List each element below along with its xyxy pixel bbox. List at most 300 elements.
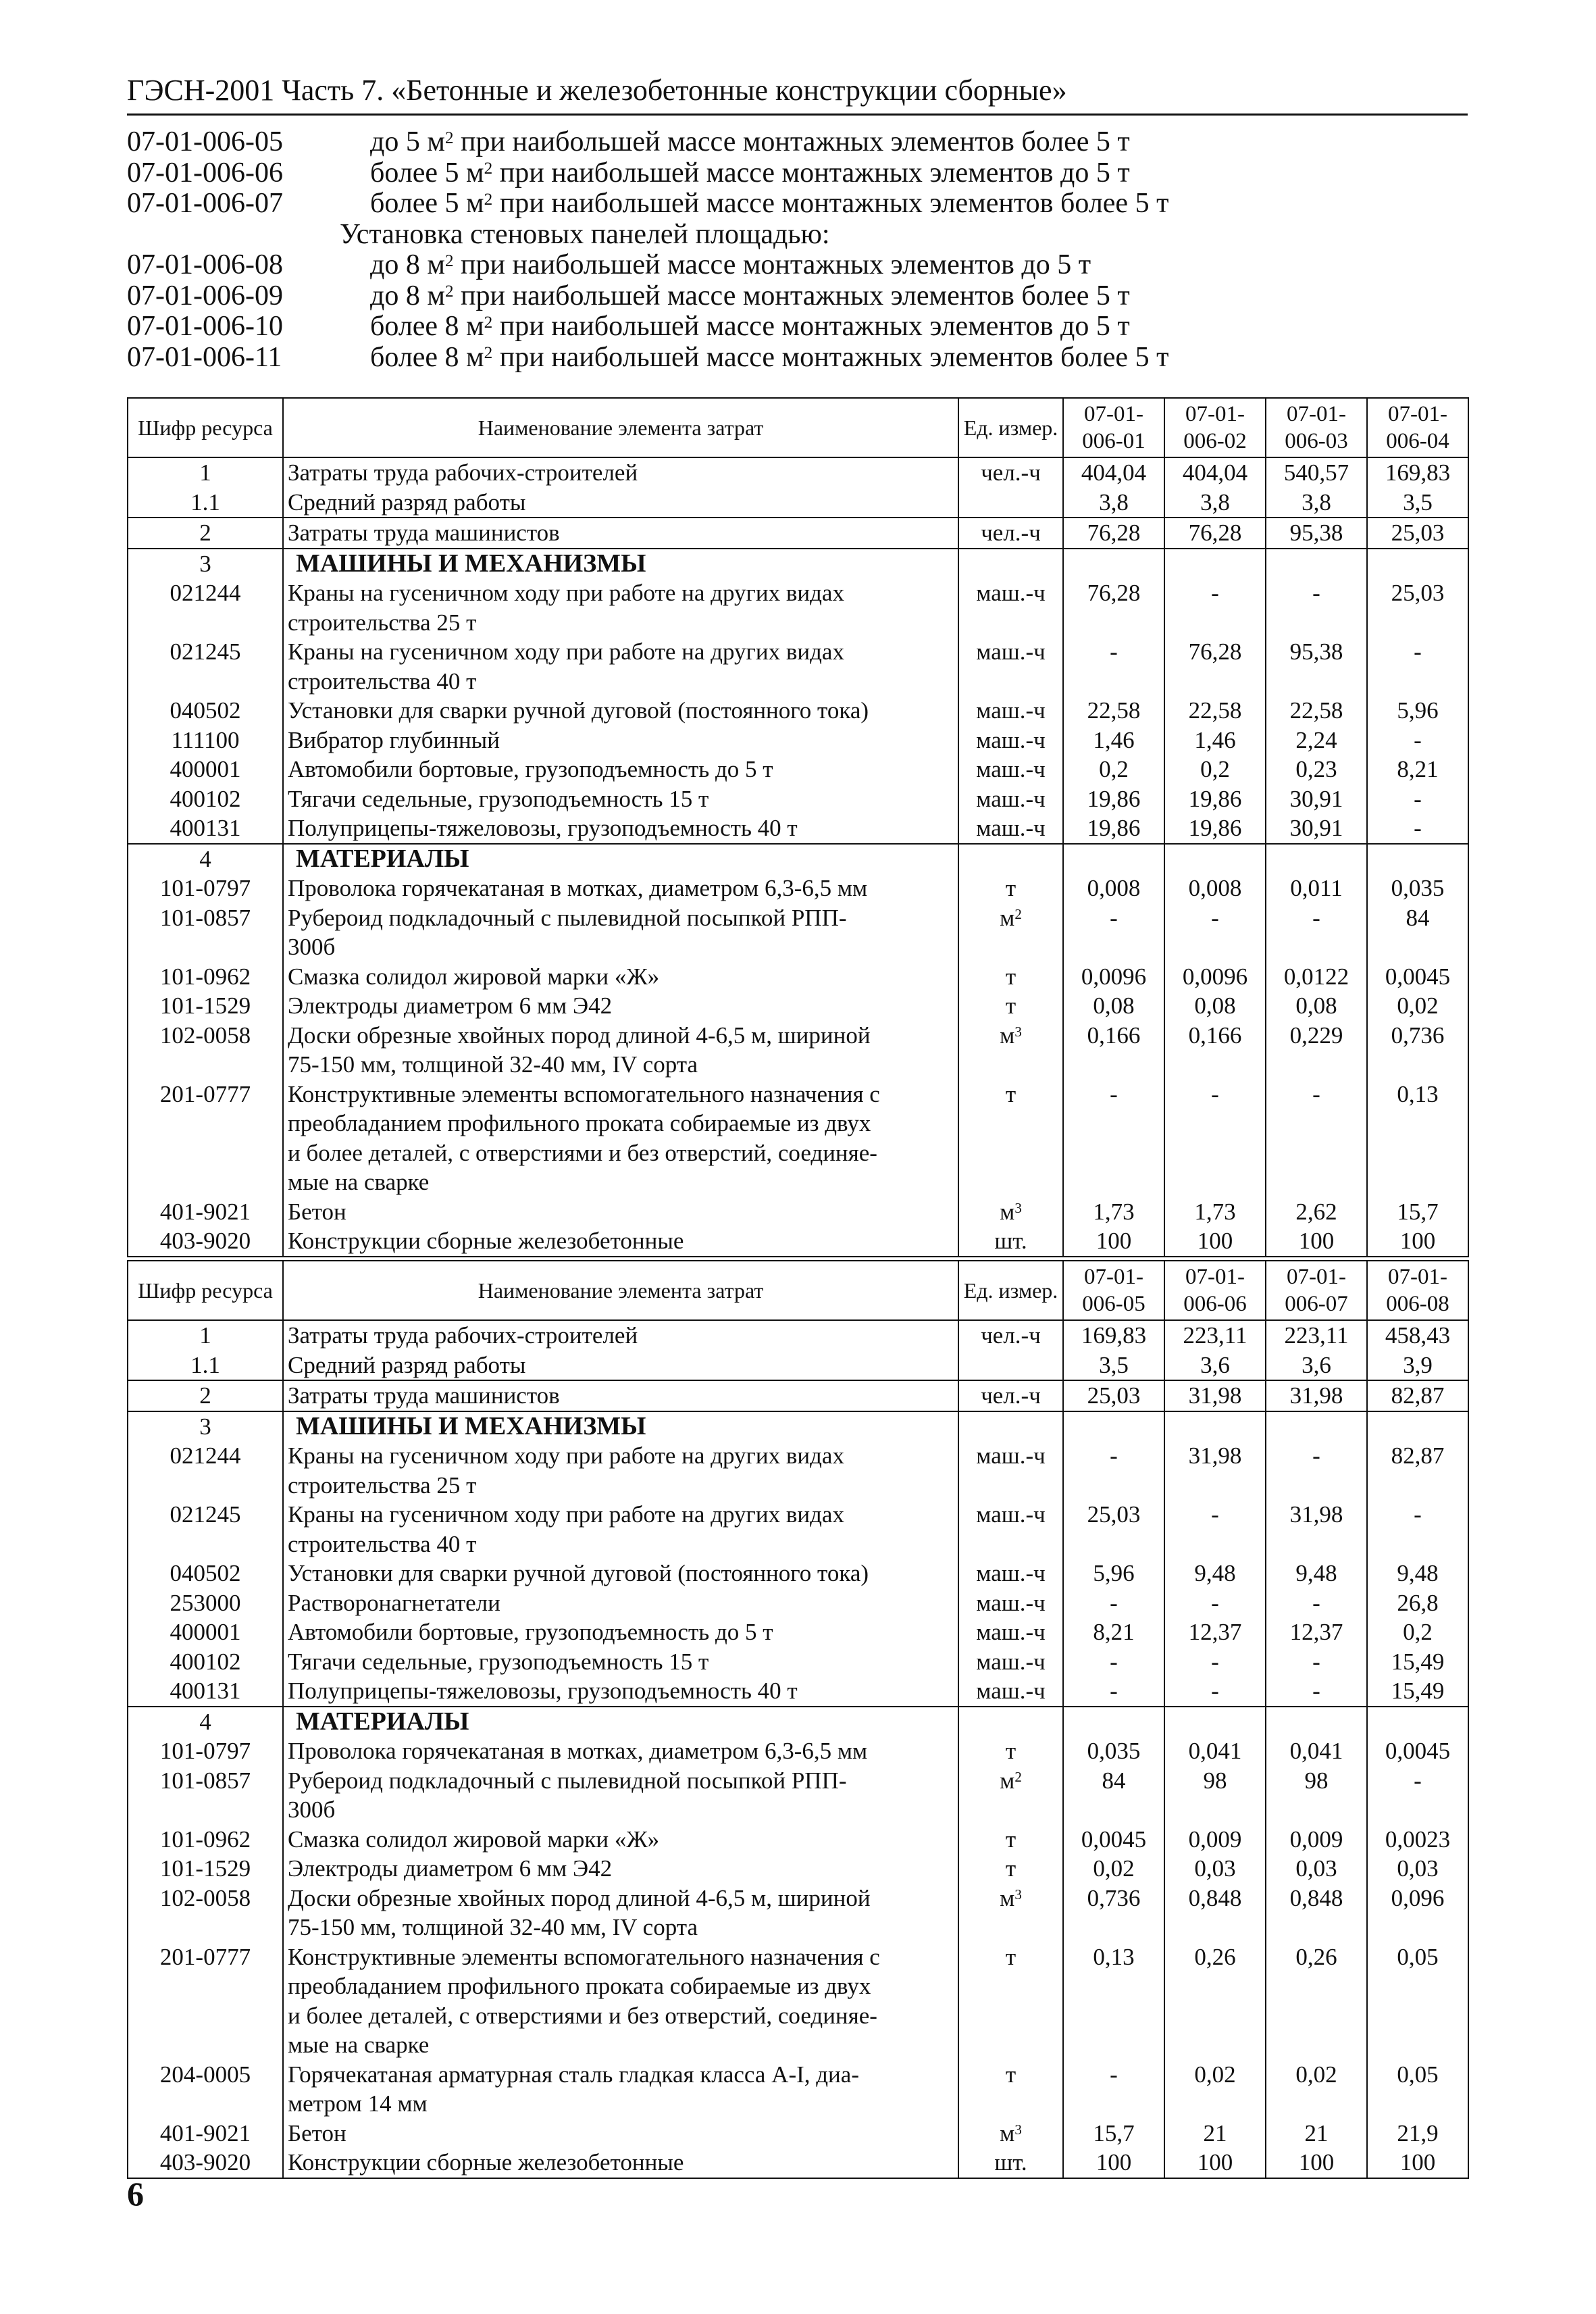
norm-value: -	[1164, 903, 1266, 962]
header-norm-code	[1266, 398, 1367, 457]
norm-value: 223,11	[1266, 1320, 1367, 1351]
unit	[958, 1021, 1063, 1080]
resource-name-line: МАТЕРИАЛЫ	[296, 844, 469, 873]
resource-name-line: Конструктивные элементы вспомогательного назначения с	[288, 1080, 880, 1107]
table-row	[128, 726, 1468, 755]
resource-name-line: Доски обрезные хвойных пород длиной 4-6,5 м, шириной	[288, 1022, 871, 1049]
resource-name-line: МАШИНЫ И МЕХАНИЗМЫ	[296, 549, 646, 578]
norm-value: 169,83	[1063, 1320, 1164, 1351]
norm-value: -	[1164, 1588, 1266, 1618]
norm-value: 30,91	[1266, 813, 1367, 844]
header-norm-code-line: 006-04	[1386, 429, 1449, 453]
resource-code: 040502	[128, 1559, 283, 1588]
resource-name-line: 75-150 мм, толщиной 32-40 мм, IV сорта	[288, 1051, 698, 1078]
norm-value: 3,8	[1266, 488, 1367, 518]
resource-name	[283, 2060, 958, 2119]
norm-value: 19,86	[1063, 784, 1164, 814]
code-line-description	[340, 220, 830, 251]
description-text: более 8 м	[370, 341, 484, 373]
resource-code: 403-9020	[128, 2148, 283, 2178]
norm-value: -	[1063, 1080, 1164, 1197]
resource-name-line: МАТЕРИАЛЫ	[296, 1707, 469, 1736]
code-line	[127, 343, 1468, 374]
resource-name	[283, 488, 958, 518]
unit-text: т	[1005, 1080, 1016, 1107]
resource-code: 101-0962	[128, 1825, 283, 1855]
resource-code: 400001	[128, 1617, 283, 1647]
norm-value: 0,02	[1266, 2060, 1367, 2119]
resource-code: 102-0058	[128, 1021, 283, 1080]
code-line-code: 07-01-006-08	[127, 249, 283, 280]
resource-name	[283, 1559, 958, 1588]
superscript: 2	[444, 282, 454, 301]
unit	[958, 488, 1063, 518]
norm-value: 1,73	[1164, 1197, 1266, 1227]
norm-value: 0,03	[1367, 1854, 1468, 1884]
norm-value: -	[1266, 1080, 1367, 1197]
norm-value: 1,46	[1063, 726, 1164, 755]
code-line-description	[370, 158, 1130, 189]
resource-name	[283, 578, 958, 637]
resource-code: 101-1529	[128, 991, 283, 1021]
norm-value: 0,02	[1063, 1854, 1164, 1884]
resource-name-line: МАШИНЫ И МЕХАНИЗМЫ	[296, 1411, 646, 1440]
resource-name	[283, 962, 958, 992]
table-row	[128, 637, 1468, 696]
resource-name-line: Тягачи седельные, грузоподъемность 15 т	[288, 1648, 709, 1675]
norm-value	[1063, 1411, 1164, 1442]
description-text: при наибольшей массе монтажных элементов более 5 т	[492, 341, 1169, 373]
resource-name	[283, 1500, 958, 1559]
header-norm-code	[1063, 1261, 1164, 1320]
resource-name-line: Краны на гусеничном ходу при работе на других видах	[288, 1501, 844, 1528]
resource-name-line: Установки для сварки ручной дуговой (постоянного тока)	[288, 697, 869, 724]
norm-value: 0,0096	[1164, 962, 1266, 992]
norm-value: 0,2	[1367, 1617, 1468, 1647]
norm-value: 0,736	[1063, 1884, 1164, 1942]
norm-value: 0,041	[1164, 1736, 1266, 1766]
resource-name-line: Рубероид подкладочный с пылевидной посыпкой РПП-	[288, 1767, 847, 1794]
unit	[958, 962, 1063, 992]
table-row	[128, 696, 1468, 726]
table-row	[128, 813, 1468, 844]
norm-value: 3,9	[1367, 1351, 1468, 1381]
table-row	[128, 1021, 1468, 1080]
resource-name-line: и более деталей, с отверстиями и без отверстий, соединяе-	[288, 1139, 877, 1166]
unit-text: маш.-ч	[976, 1589, 1046, 1616]
norm-value: 22,58	[1063, 696, 1164, 726]
resource-name	[283, 518, 958, 549]
unit-superscript: 2	[1014, 906, 1022, 923]
norm-value: 95,38	[1266, 518, 1367, 549]
table-row	[128, 784, 1468, 814]
code-line	[127, 127, 1468, 158]
resource-name-line: Доски обрезные хвойных пород длиной 4-6,5 м, шириной	[288, 1884, 871, 1911]
norm-value: 3,8	[1164, 488, 1266, 518]
resource-name-line: Вибратор глубинный	[288, 726, 500, 753]
code-line-description	[370, 250, 1091, 281]
unit	[958, 726, 1063, 755]
code-line-description	[370, 281, 1130, 312]
norm-value: 0,23	[1266, 755, 1367, 784]
norm-value: 100	[1266, 1226, 1367, 1257]
norm-value: 169,83	[1367, 457, 1468, 488]
norm-value: 84	[1367, 903, 1468, 962]
header-norm-code-line: 07-01-	[1287, 1265, 1346, 1289]
resource-name-line: Затраты труда рабочих-строителей	[288, 459, 638, 486]
norm-value: 0,009	[1266, 1825, 1367, 1855]
unit-text: м	[1000, 1022, 1015, 1049]
code-line	[127, 158, 1468, 189]
code-line-code: 07-01-006-06	[127, 157, 283, 188]
table-row	[128, 1676, 1468, 1707]
unit	[958, 637, 1063, 696]
unit	[958, 1197, 1063, 1227]
norm-value: 0,26	[1266, 1942, 1367, 2060]
norm-value: -	[1164, 578, 1266, 637]
norm-value: 0,229	[1266, 1021, 1367, 1080]
unit	[958, 1736, 1063, 1766]
norm-value: 82,87	[1367, 1380, 1468, 1411]
resource-code: 2	[128, 1380, 283, 1411]
code-line-description	[370, 127, 1130, 158]
resource-name-line: строительства 40 т	[288, 668, 477, 695]
resource-name	[283, 1226, 958, 1257]
resource-name	[283, 1647, 958, 1677]
norm-value: 404,04	[1063, 457, 1164, 488]
resource-code: 101-0797	[128, 1736, 283, 1766]
unit	[958, 2148, 1063, 2178]
norm-value: -	[1266, 1647, 1367, 1677]
norm-value: 0,05	[1367, 2060, 1468, 2119]
norm-value: 3,5	[1063, 1351, 1164, 1381]
resource-code: 3	[128, 1411, 283, 1442]
norm-value: 0,848	[1164, 1884, 1266, 1942]
description-text: более 8 м	[370, 311, 484, 342]
resource-name-line: Конструкции сборные железобетонные	[288, 1228, 684, 1254]
norm-value: 100	[1266, 2148, 1367, 2178]
resource-name-line: мые на сварке	[288, 1169, 430, 1195]
page-header: ГЭСН-2001 Часть 7. «Бетонные и железобетонные конструкции сборные»	[127, 73, 1468, 116]
norm-value: 95,38	[1266, 637, 1367, 696]
norm-value: 8,21	[1367, 755, 1468, 784]
unit	[958, 2119, 1063, 2148]
norm-value: 3,5	[1367, 488, 1468, 518]
unit-text: маш.-ч	[976, 1442, 1046, 1469]
resource-code: 400131	[128, 813, 283, 844]
description-text: до 5 м	[370, 126, 445, 157]
resource-code: 1.1	[128, 488, 283, 518]
resource-name-line: Краны на гусеничном ходу при работе на других видах	[288, 638, 844, 665]
header-norm-code-line: 006-02	[1183, 429, 1247, 453]
norm-value: -	[1266, 1588, 1367, 1618]
norm-value: 0,05	[1367, 1942, 1468, 2060]
norm-value: 31,98	[1266, 1380, 1367, 1411]
resource-name	[283, 1021, 958, 1080]
unit	[958, 1080, 1063, 1197]
norm-value	[1063, 1707, 1164, 1737]
resource-name	[283, 549, 958, 579]
norm-value: 9,48	[1164, 1559, 1266, 1588]
header-norm-code	[1266, 1261, 1367, 1320]
section-row	[128, 549, 1468, 579]
unit	[958, 844, 1063, 874]
resource-code: 040502	[128, 696, 283, 726]
resource-code: 3	[128, 549, 283, 579]
resource-name-line: Смазка солидол жировой марки «Ж»	[288, 1826, 660, 1853]
resource-code: 400102	[128, 1647, 283, 1677]
norm-value: 0,0045	[1367, 962, 1468, 992]
unit-text: маш.-ч	[976, 756, 1046, 782]
header-norm-code-line: 07-01-	[1388, 1265, 1447, 1289]
norm-value: -	[1164, 1676, 1266, 1707]
unit	[958, 1617, 1063, 1647]
header-unit: Ед. измер.	[958, 398, 1063, 457]
norm-value: 0,0023	[1367, 1825, 1468, 1855]
resource-code: 204-0005	[128, 2060, 283, 2119]
table-row	[128, 2119, 1468, 2148]
unit	[958, 874, 1063, 903]
section-row	[128, 1411, 1468, 1442]
header-norm-code-line: 006-01	[1082, 429, 1145, 453]
resource-name-line: 300б	[288, 934, 336, 960]
norm-value: 0,02	[1367, 991, 1468, 1021]
resource-code: 102-0058	[128, 1884, 283, 1942]
resource-name	[283, 1854, 958, 1884]
resource-name	[283, 1617, 958, 1647]
norm-value: 0,035	[1367, 874, 1468, 903]
table-row	[128, 1226, 1468, 1257]
section-row	[128, 844, 1468, 874]
resource-name-line: строительства 25 т	[288, 1472, 477, 1499]
code-line-description	[370, 311, 1130, 343]
description-text: до 8 м	[370, 249, 445, 280]
table-row	[128, 1884, 1468, 1942]
resource-name	[283, 1441, 958, 1500]
norm-value: -	[1266, 903, 1367, 962]
norm-value: 8,21	[1063, 1617, 1164, 1647]
resource-name-line: Автомобили бортовые, грузоподъемность до 5 т	[288, 1619, 773, 1645]
norm-value: 15,7	[1367, 1197, 1468, 1227]
norm-value: 15,49	[1367, 1647, 1468, 1677]
resource-name	[283, 1942, 958, 2060]
norm-value	[1164, 549, 1266, 579]
unit	[958, 457, 1063, 488]
resource-name	[283, 1588, 958, 1618]
norm-value: 0,166	[1063, 1021, 1164, 1080]
resource-name-line: Краны на гусеничном ходу при работе на других видах	[288, 580, 844, 606]
code-line-code: 07-01-006-11	[127, 341, 282, 373]
norm-value: 19,86	[1063, 813, 1164, 844]
norm-value	[1367, 1411, 1468, 1442]
unit	[958, 1707, 1063, 1737]
unit-superscript: 3	[1014, 1024, 1022, 1040]
table-row	[128, 755, 1468, 784]
unit-text: т	[1005, 1855, 1016, 1882]
resource-name-line: Проволока горячекатаная в мотках, диаметром 6,3-6,5 мм	[288, 1738, 868, 1764]
norm-value: 0,008	[1063, 874, 1164, 903]
norm-value: 0,13	[1063, 1942, 1164, 2060]
unit-text: м	[1000, 1767, 1015, 1794]
norm-value: 0,13	[1367, 1080, 1468, 1197]
table-row	[128, 2148, 1468, 2178]
code-line-code: 07-01-006-05	[127, 126, 283, 157]
norm-value: 21,9	[1367, 2119, 1468, 2148]
resource-name-line: Бетон	[288, 2119, 346, 2146]
table-row	[128, 962, 1468, 992]
unit	[958, 2060, 1063, 2119]
resource-name	[283, 991, 958, 1021]
code-line	[127, 311, 1468, 343]
table-row	[128, 1380, 1468, 1411]
unit	[958, 1854, 1063, 1884]
resource-name	[283, 1197, 958, 1227]
resource-name	[283, 457, 958, 488]
table-row	[128, 1559, 1468, 1588]
norm-value: -	[1164, 1647, 1266, 1677]
resource-name	[283, 1320, 958, 1351]
table-row	[128, 1617, 1468, 1647]
header-norm-code-line: 006-06	[1183, 1292, 1247, 1316]
unit	[958, 696, 1063, 726]
superscript: 2	[484, 313, 493, 332]
table-row	[128, 1854, 1468, 1884]
unit	[958, 1766, 1063, 1825]
norm-value: 0,03	[1266, 1854, 1367, 1884]
unit	[958, 578, 1063, 637]
code-line-code: 07-01-006-10	[127, 311, 283, 342]
norm-value: -	[1266, 1441, 1367, 1500]
header-norm-code	[1063, 398, 1164, 457]
resource-name-line: и более деталей, с отверстиями и без отверстий, соединяе-	[288, 2002, 877, 2029]
header-norm-code	[1164, 398, 1266, 457]
header-name: Наименование элемента затрат	[283, 1261, 958, 1320]
table-row	[128, 578, 1468, 637]
header-norm-code-line: 07-01-	[1185, 402, 1245, 426]
resource-name-line: Растворонагнетатели	[288, 1589, 500, 1616]
norm-value: 31,98	[1164, 1380, 1266, 1411]
unit-text: чел.-ч	[981, 1322, 1041, 1349]
resource-table-2	[127, 1260, 1469, 2179]
resource-code: 401-9021	[128, 2119, 283, 2148]
unit-text: т	[1005, 992, 1016, 1019]
resource-code: 4	[128, 1707, 283, 1737]
resource-code: 1	[128, 457, 283, 488]
header-norm-code-line: 006-08	[1386, 1292, 1449, 1316]
resource-code: 101-1529	[128, 1854, 283, 1884]
norm-value: -	[1367, 1500, 1468, 1559]
resource-name	[283, 813, 958, 844]
norm-value	[1367, 1707, 1468, 1737]
resource-name	[283, 1766, 958, 1825]
resource-name-line: строительства 25 т	[288, 609, 477, 636]
superscript: 2	[484, 344, 493, 363]
unit-text: маш.-ч	[976, 785, 1046, 812]
norm-value: -	[1063, 1676, 1164, 1707]
norm-value: -	[1266, 578, 1367, 637]
norm-value: 25,03	[1367, 578, 1468, 637]
resource-name-line: Средний разряд работы	[288, 488, 526, 515]
norm-value: 9,48	[1266, 1559, 1367, 1588]
header-unit: Ед. измер.	[958, 1261, 1063, 1320]
norm-value: 5,96	[1367, 696, 1468, 726]
resource-name	[283, 755, 958, 784]
norm-value: 0,0045	[1063, 1825, 1164, 1855]
unit	[958, 1441, 1063, 1500]
resource-name-line: Электроды диаметром 6 мм Э42	[288, 992, 613, 1019]
header-norm-code-line: 006-07	[1285, 1292, 1348, 1316]
resource-name	[283, 1825, 958, 1855]
resource-name	[283, 1080, 958, 1197]
norm-value: 0,009	[1164, 1825, 1266, 1855]
unit-text: маш.-ч	[976, 726, 1046, 753]
norm-value: 31,98	[1266, 1500, 1367, 1559]
resource-name	[283, 1736, 958, 1766]
unit-superscript: 3	[1014, 2121, 1022, 2138]
norm-value: 12,37	[1266, 1617, 1367, 1647]
norm-value: 76,28	[1164, 637, 1266, 696]
resource-name	[283, 784, 958, 814]
table-row	[128, 903, 1468, 962]
unit-text: маш.-ч	[976, 1501, 1046, 1528]
norm-value	[1367, 844, 1468, 874]
table-row	[128, 874, 1468, 903]
header-norm-code	[1164, 1261, 1266, 1320]
norm-value: -	[1063, 637, 1164, 696]
resource-name	[283, 2148, 958, 2178]
table-row	[128, 457, 1468, 488]
unit-text: шт.	[994, 2149, 1027, 2175]
norm-value: 100	[1063, 2148, 1164, 2178]
page-number: 6	[127, 2175, 144, 2213]
norm-value: 2,62	[1266, 1197, 1367, 1227]
table-row	[128, 1441, 1468, 1500]
norm-value: 100	[1063, 1226, 1164, 1257]
table-row	[128, 1197, 1468, 1227]
norm-value: 0,096	[1367, 1884, 1468, 1942]
unit	[958, 1588, 1063, 1618]
resource-name-line: Конструктивные элементы вспомогательного назначения с	[288, 1943, 880, 1970]
unit	[958, 1647, 1063, 1677]
unit	[958, 1320, 1063, 1351]
unit	[958, 1676, 1063, 1707]
norm-value: 25,03	[1063, 1380, 1164, 1411]
norm-value: 82,87	[1367, 1441, 1468, 1500]
resource-name	[283, 844, 958, 874]
norm-value	[1367, 549, 1468, 579]
norm-value: 0,0122	[1266, 962, 1367, 992]
norm-value: 25,03	[1063, 1500, 1164, 1559]
norm-value: -	[1063, 1588, 1164, 1618]
norm-value: 2,24	[1266, 726, 1367, 755]
unit-superscript: 3	[1014, 1886, 1022, 1903]
unit-text: шт.	[994, 1228, 1027, 1254]
resource-code: 400001	[128, 755, 283, 784]
norm-value: 0,03	[1164, 1854, 1266, 1884]
norm-value	[1164, 844, 1266, 874]
table-row	[128, 518, 1468, 549]
superscript: 2	[484, 190, 493, 209]
norm-value: 0,041	[1266, 1736, 1367, 1766]
table-row	[128, 991, 1468, 1021]
norm-value: 0,02	[1164, 2060, 1266, 2119]
header-norm-code-line: 006-03	[1285, 429, 1348, 453]
description-text: более 5 м	[370, 157, 484, 188]
resource-code: 1.1	[128, 1351, 283, 1381]
header-code: Шифр ресурса	[128, 1261, 283, 1320]
resource-name-line: Затраты труда машинистов	[288, 520, 560, 546]
header-norm-code-line: 07-01-	[1185, 1265, 1245, 1289]
